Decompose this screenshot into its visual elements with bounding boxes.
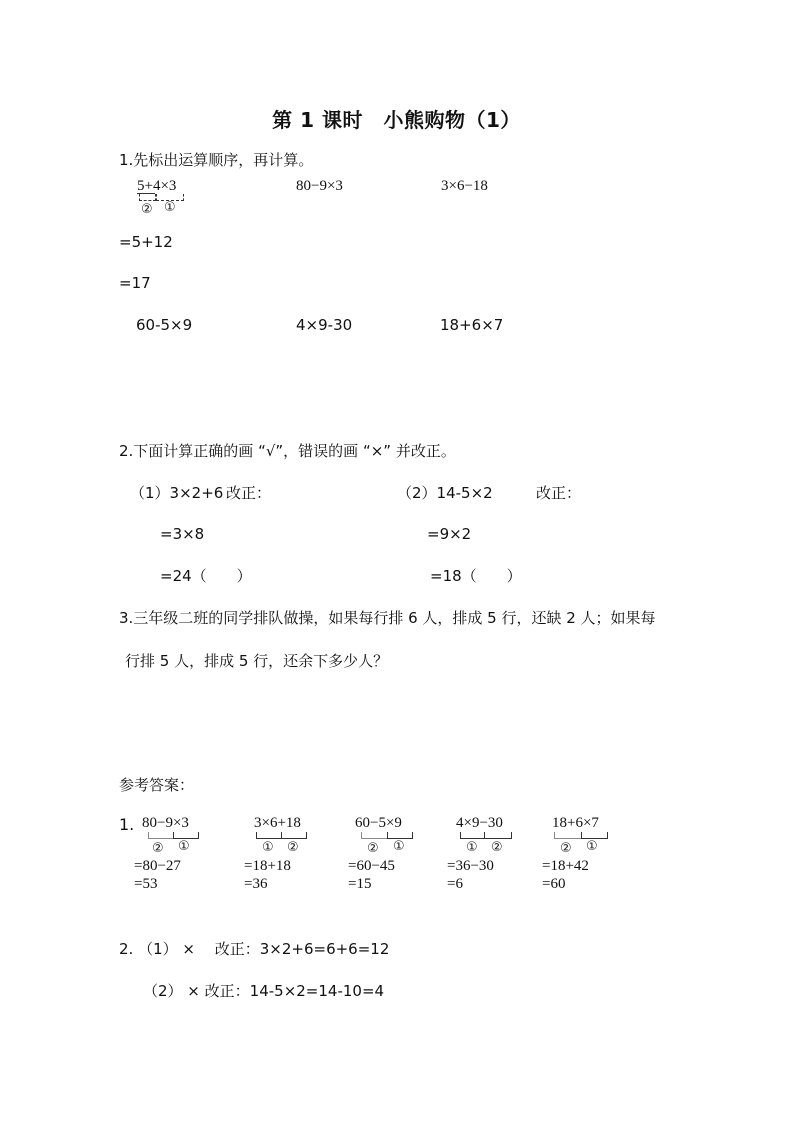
order-bracket-right: [484, 832, 512, 839]
q1-problem-b: 3×6−18: [441, 178, 488, 194]
order-bracket-right: [173, 832, 199, 839]
q1-example-step2: =17: [119, 274, 151, 292]
q2-prompt: 2.下面计算正确的画 “√”，错误的画 “×” 并改正。: [119, 442, 456, 460]
order-mark: ①: [466, 840, 478, 855]
order-mark: ①: [586, 839, 598, 854]
q2-item2-fix-label: 改正：: [536, 484, 582, 502]
q3-text-line1: 3.三年级二班的同学排队做操，如果每行排 6 人，排成 5 行，还缺 2 人；如果每: [119, 609, 656, 627]
order-mark: ②: [367, 841, 379, 856]
order-bracket-right: [581, 832, 608, 839]
answer-step1: =60−45: [348, 858, 395, 874]
answers-q1-label: 1.: [119, 815, 135, 834]
q3-text-line2: 行排 5 人，排成 5 行，还余下多少人？: [125, 652, 389, 670]
order-mark: ②: [560, 841, 572, 856]
answer-step1: =80−27: [134, 858, 181, 874]
answer-step1: =18+18: [244, 858, 291, 874]
order-mark: ②: [491, 840, 503, 855]
answer-expression: 18+6×7: [552, 815, 599, 831]
order-mark-2: ②: [141, 202, 153, 217]
order-mark: ①: [393, 839, 405, 854]
q2-item1-label: （1）3×2+6: [130, 484, 224, 502]
answer-step2: =53: [134, 876, 158, 892]
answer-expression: 3×6+18: [254, 815, 301, 831]
q2-item2-step1: =9×2: [427, 525, 472, 543]
q1-example-expression: 5+4×3: [137, 178, 177, 194]
q1-problem-a: 80−9×3: [296, 178, 343, 194]
q1-prompt: 1.先标出运算顺序，再计算。: [119, 151, 314, 169]
order-mark: ②: [287, 840, 299, 855]
order-mark: ②: [152, 841, 164, 856]
order-bracket-left: [139, 194, 156, 201]
q1-problem-c: 60-5×9: [136, 316, 193, 334]
q1-example-step1: =5+12: [119, 233, 173, 251]
answer-expression: 4×9−30: [456, 815, 503, 831]
order-bracket-right: [387, 832, 413, 839]
answer-step2: =60: [542, 876, 566, 892]
order-bracket-left: [256, 832, 282, 839]
q2-item1-step2: =24（ ）: [160, 567, 252, 585]
q2-item1-step1: =3×8: [160, 525, 205, 543]
order-mark: ①: [262, 840, 274, 855]
order-bracket-left: [148, 832, 174, 839]
order-bracket-right: [281, 832, 307, 839]
answer-step2: =6: [447, 876, 463, 892]
answers-q2-line1: 2. （1） × 改正：3×2+6=6+6=12: [119, 940, 390, 958]
order-bracket-left: [361, 832, 388, 839]
page-title: 第 1 课时 小熊购物（1）: [272, 108, 521, 132]
answers-heading: 参考答案：: [119, 776, 195, 794]
q2-item2-label: （2）14-5×2: [397, 484, 493, 502]
q1-problem-e: 18+6×7: [440, 316, 504, 334]
answers-q2-line2: （2） × 改正：14-5×2=14-10=4: [143, 982, 385, 1000]
answer-step1: =36−30: [447, 858, 494, 874]
q2-item2-step2: =18（ ）: [430, 567, 522, 585]
order-bracket-left: [460, 832, 485, 839]
answer-expression: 60−5×9: [355, 815, 402, 831]
order-mark: ①: [178, 839, 190, 854]
q1-problem-d: 4×9-30: [296, 316, 353, 334]
answer-step1: =18+42: [542, 858, 589, 874]
answer-step2: =15: [348, 876, 372, 892]
answer-expression: 80−9×3: [142, 815, 189, 831]
order-bracket-left: [554, 832, 582, 839]
order-mark-1: ①: [164, 200, 176, 215]
answer-step2: =36: [244, 876, 268, 892]
q2-item1-fix-label: 改正：: [226, 484, 272, 502]
